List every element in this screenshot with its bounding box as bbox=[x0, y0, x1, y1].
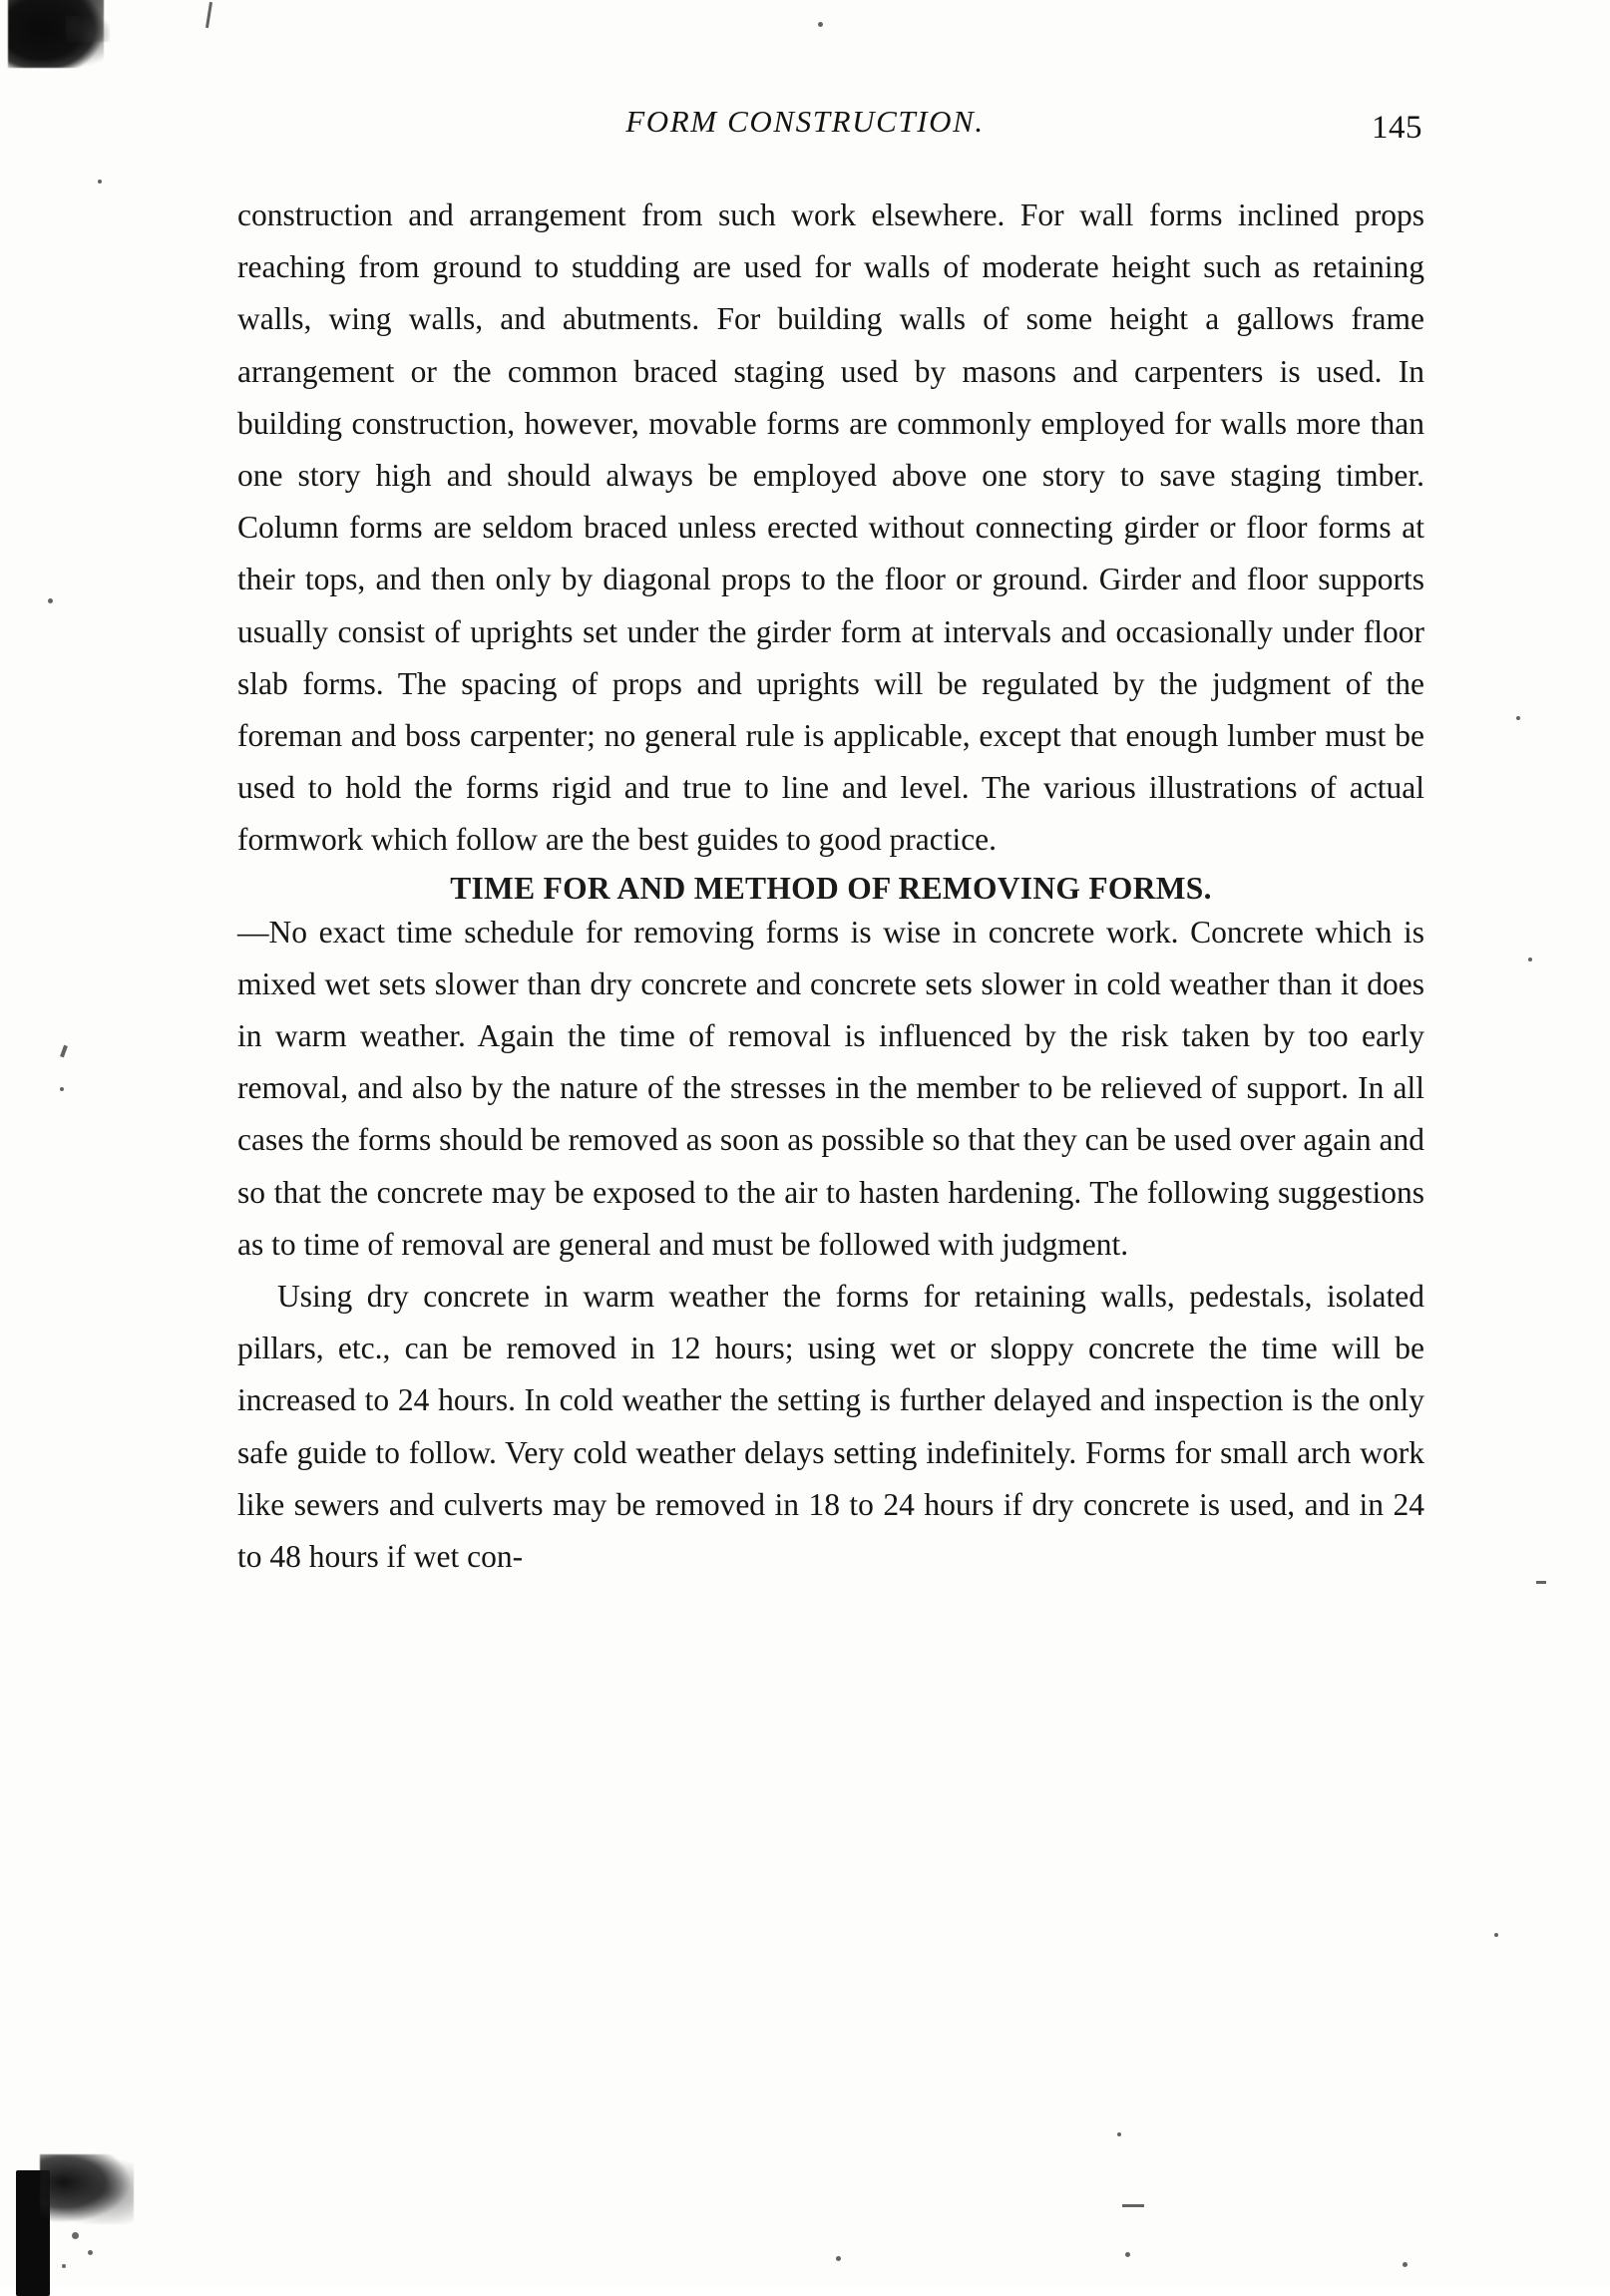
body-text-column bbox=[237, 190, 1424, 1583]
scan-speck bbox=[88, 2250, 93, 2255]
scan-speck bbox=[1528, 957, 1532, 961]
scan-speck bbox=[1122, 2204, 1144, 2207]
scan-speck bbox=[98, 180, 102, 184]
scan-speck bbox=[60, 1045, 68, 1058]
section-heading: TIME FOR AND METHOD OF REMOVING FORMS. bbox=[450, 870, 1212, 906]
page-number: 145 bbox=[1372, 110, 1422, 146]
page-header bbox=[0, 104, 1610, 156]
scan-artifact-bottom-left bbox=[10, 2146, 140, 2296]
scan-speck bbox=[72, 2232, 79, 2239]
paragraph-final: Using dry concrete in warm weather the forms for retaining walls, pedestals, isolated pillars, etc., can be removed in 12 hours; using wet or sloppy concrete the time will be increased to 24 hours. In cold weather the setting is further delayed and inspection is the only safe guide to follow. Very cold weather delays setting indefinitely. Forms for small arch work like sewers and culverts may be removed in 18 to 24 hours if dry concrete is used, and in 24 to 48 hours if wet con- bbox=[237, 1279, 1424, 1575]
scan-speck bbox=[1125, 2252, 1130, 2257]
scan-speck bbox=[60, 1087, 64, 1091]
scan-speck bbox=[1494, 1933, 1498, 1937]
scan-speck bbox=[1117, 2132, 1121, 2136]
paragraph-continued: construction and arrangement from such work elsewhere. For wall forms inclined props reaching from ground to studding are used for walls of moderate height such as retaining walls, wing walls, and abutments. For building walls of some height a gallows frame arrangement or the common braced staging used by masons and carpenters is used. In building construction, however, movable forms are commonly employed for walls more than one story high and should always be employed above one story to save staging timber. Column forms are seldom braced unless erected without connecting girder or floor forms at their tops, and then only by diagonal props to the floor or ground. Girder and floor supports usually consist of uprights set under the girder form at intervals and occasionally under floor slab forms. The spacing of props and uprights will be regulated by the judgment of the foreman and boss carpenter; no general rule is applicable, except that enough lumber must be used to hold the forms rigid and true to line and level. The various illustrations of actual formwork which follow are the best guides to good practice. bbox=[237, 197, 1424, 858]
scan-speck bbox=[836, 2256, 841, 2261]
scan-speck bbox=[48, 598, 53, 603]
scan-speck bbox=[1516, 716, 1520, 720]
paragraph-section-body: —No exact time schedule for removing forms is wise in concrete work. Concrete which is mixed wet sets slower than dry concrete and concrete sets slower in cold weather than it does in warm weather. Again the time of removal is influenced by the risk taken by too early removal, and also by the nature of the stresses in the member to be relieved of support. In all cases the forms should be removed as soon as possible so that they can be used over again and so that the concrete may be exposed to the air to hasten hardening. The following suggestions as to time of removal are general and must be followed with judgment. bbox=[237, 914, 1424, 1262]
running-head: FORM CONSTRUCTION. bbox=[625, 104, 985, 139]
scan-speck bbox=[1536, 1581, 1546, 1584]
scan-speck bbox=[1403, 2262, 1408, 2267]
scan-artifact-smear bbox=[40, 2154, 134, 2224]
scan-speck bbox=[62, 2264, 66, 2268]
scan-speck bbox=[205, 2, 212, 28]
scan-artifact-top-left bbox=[8, 0, 104, 68]
scan-speck bbox=[818, 22, 823, 27]
